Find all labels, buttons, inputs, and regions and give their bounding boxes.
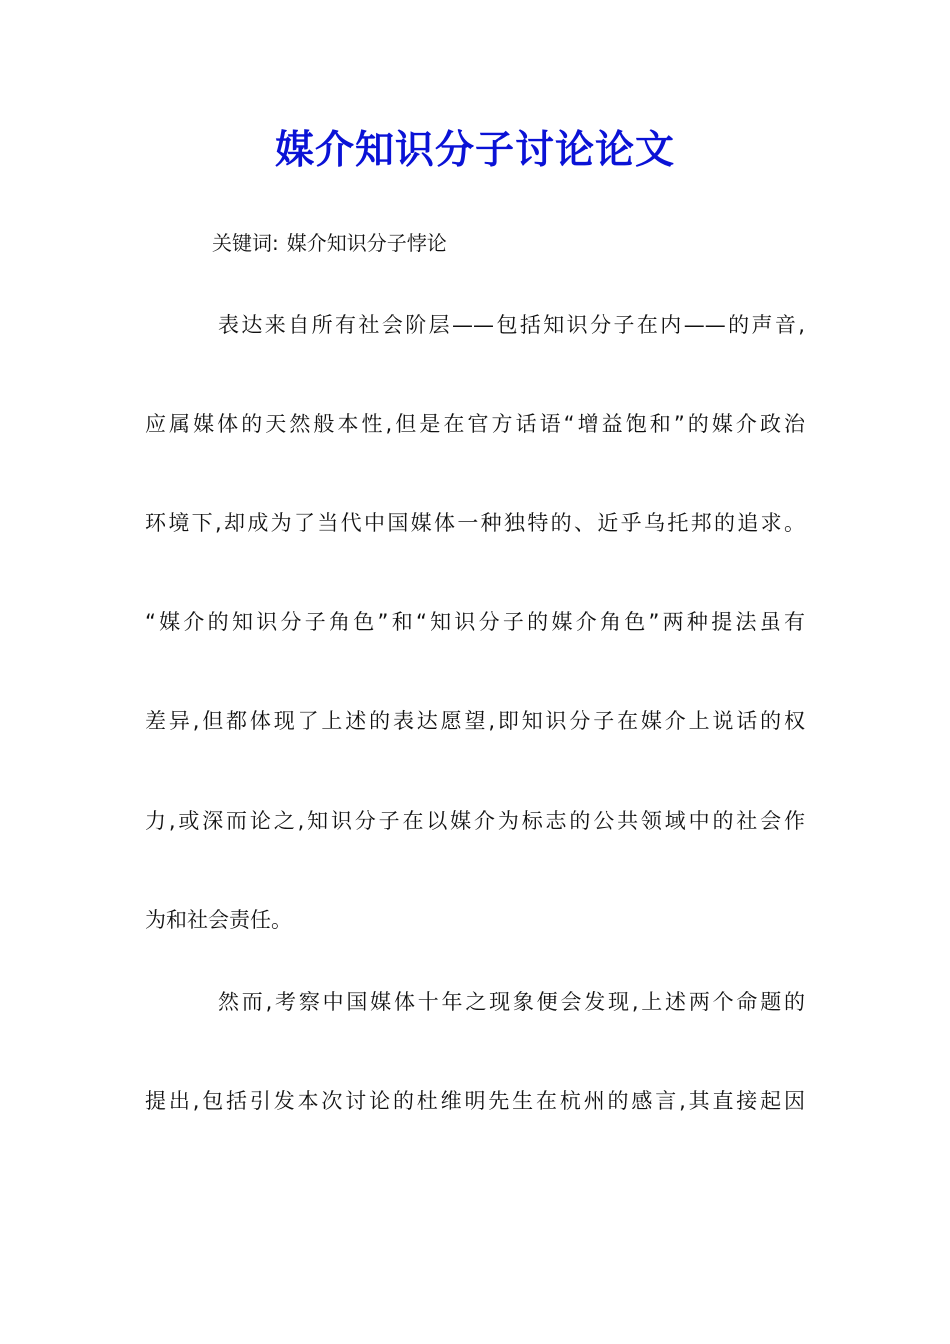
paragraph-line: 应属媒体的天然般本性,但是在官方话语“增益饱和”的媒介政治	[145, 412, 805, 436]
paragraph-line: “媒介的知识分子角色”和“知识分子的媒介角色”两种提法虽有	[145, 610, 805, 634]
paragraph-line: 为和社会责任。	[145, 908, 292, 932]
keywords-value: 媒介知识分子悖论	[286, 231, 447, 255]
document-title: 媒介知识分子讨论论文	[274, 127, 675, 173]
keywords-line	[212, 229, 447, 257]
paragraph-line: 力,或深而论之,知识分子在以媒介为标志的公共领域中的社会作	[145, 809, 805, 833]
paragraph-line: 表达来自所有社会阶层——包括知识分子在内——的声音,	[218, 313, 805, 337]
paragraph-line: 差异,但都体现了上述的表达愿望,即知识分子在媒介上说话的权	[145, 709, 805, 733]
paragraph-line: 环境下,却成为了当代中国媒体一种独特的、近乎乌托邦的追求。	[145, 511, 805, 535]
paragraph-line: 然而,考察中国媒体十年之现象便会发现,上述两个命题的	[218, 990, 805, 1014]
paragraph-line: 提出,包括引发本次讨论的杜维明先生在杭州的感言,其直接起因	[145, 1089, 805, 1113]
keywords-label: 关键词:	[212, 231, 279, 255]
